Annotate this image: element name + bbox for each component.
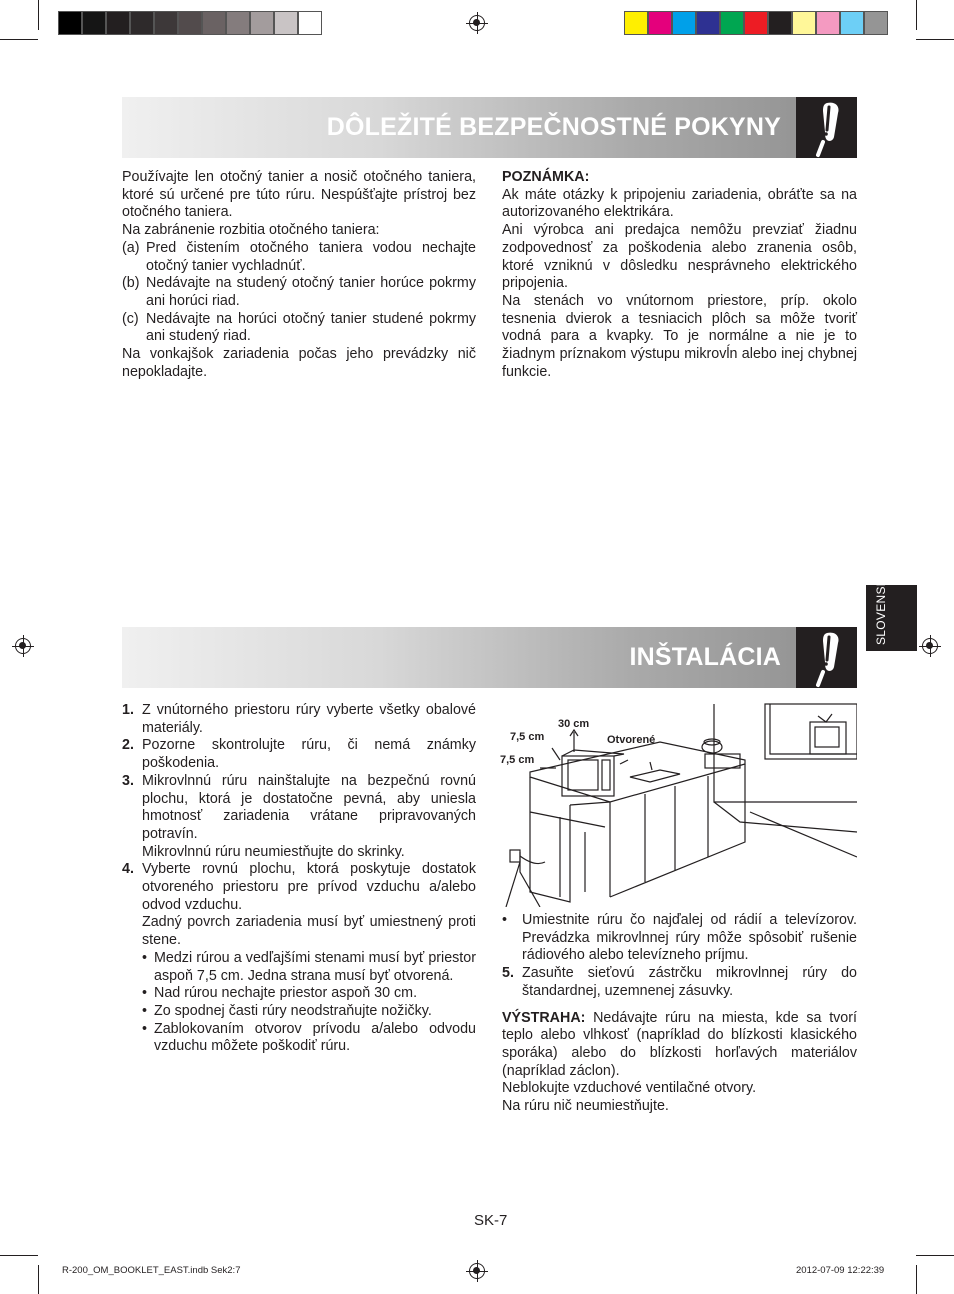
color-swatch	[58, 11, 82, 35]
paragraph: Na vonkajšok zariadenia počas jeho prevádzky nič nepokladajte.	[122, 346, 476, 380]
warning-exclamation-icon	[796, 97, 857, 158]
footer-file-info: R-200_OM_BOOKLET_EAST.indb Sek2:7	[62, 1265, 241, 1276]
color-swatch	[720, 11, 744, 35]
crop-mark	[0, 39, 38, 40]
paragraph: Používajte len otočný tanier a nosič otočného taniera, ktoré sú určené pre túto rúru. Nespúšťajte prístroj bez otočného taniera.	[122, 169, 476, 221]
bullet-item: • Nad rúrou nechajte priestor aspoň 30 cm.	[142, 985, 418, 1002]
color-swatch	[864, 11, 888, 35]
crop-mark	[916, 1255, 954, 1256]
process-color-bar	[624, 11, 888, 35]
color-swatch	[82, 11, 106, 35]
installation-right-column	[502, 912, 857, 1116]
color-swatch	[648, 11, 672, 35]
numbered-step: 5. Zasuňte sieťovú zástrčku mikrovlnnej rúry do štandardnej, uzemnenej zásuvky.	[502, 965, 857, 999]
list-item: (a) Pred čistením otočného taniera vodou nechajte otočný tanier vychladnúť.	[122, 239, 476, 274]
footer-timestamp: 2012-07-09 12:22:39	[796, 1265, 885, 1276]
numbered-step: 1. Z vnútorného priestoru rúry vyberte všetky obalové materiály.	[122, 702, 476, 736]
crop-mark	[38, 0, 39, 30]
language-side-tab: SLOVENSKY	[866, 585, 917, 651]
numbered-step: 4. Vyberte rovnú plochu, ktorá poskytuje dostatok otvoreného priestoru pre prívod vzduchu a/alebo odvod vzduchu. Zadný povrch zariadenia musí byť umiestnený proti stene. • Medzi rúrou a vedľajšími stenami musí byť priestor aspoň 7,5 cm. Jedna strana musí byť otvorená. • Nad rúrou nechajte priestor aspoň 30 cm. • Zo spodnej časti rúry neodstraňujte nožičky. • Zablokovaním otvorov prívodu a/alebo odvodu vzduchu môžete poškodiť rúru.	[122, 861, 476, 1055]
paragraph: Ani výrobca ani predajca nemôžu prevziať žiadnu zodpovednosť za poškodenia alebo zranenia osôb, ktoré vzniknú v dôsledku nesprávneho elektrického pripojenia.	[502, 222, 857, 292]
numbered-step: 3. Mikrovlnnú rúru nainštalujte na bezpečnú rovnú plochu, ktorá je dostatočne pevná, aby uniesla hmotnosť zariadenia vrátane pripravovaných potravín. Mikrovlnnú rúru neumiestňujte do skrinky.	[122, 772, 476, 860]
bullet-item: • Medzi rúrou a vedľajšími stenami musí byť priestor aspoň 7,5 cm. Jedna strana musí byť otvorená.	[142, 949, 476, 984]
color-swatch	[226, 11, 250, 35]
section-title: DÔLEŽITÉ BEZPEČNOSTNÉ POKYNY	[326, 113, 781, 141]
color-swatch	[178, 11, 202, 35]
paragraph: Ak máte otázky k pripojeniu zariadenia, obráťte sa na autorizovaného elektrikára.	[502, 186, 857, 221]
crop-mark	[916, 1265, 917, 1294]
color-swatch	[250, 11, 274, 35]
numbered-step: 2. Pozorne skontrolujte rúru, či nemá známky poškodenia.	[122, 737, 476, 772]
crop-mark	[916, 0, 917, 30]
color-swatch	[696, 11, 720, 35]
safety-left-column	[122, 169, 476, 381]
figure-label-side: 7,5 cm	[510, 731, 545, 743]
color-swatch	[624, 11, 648, 35]
color-swatch	[130, 11, 154, 35]
bullet-item: • Umiestnite rúru čo najďalej od rádií a televízorov. Prevádzka mikrovlnnej rúry môže spôsobiť rušenie rádiového alebo televízneho príjmu.	[502, 912, 857, 964]
registration-mark-icon	[15, 638, 31, 654]
color-swatch	[792, 11, 816, 35]
color-swatch	[202, 11, 226, 35]
bullet-item: • Zo spodnej časti rúry neodstraňujte nožičky.	[142, 1002, 432, 1019]
color-swatch	[154, 11, 178, 35]
safety-right-column	[502, 169, 857, 381]
crop-mark	[916, 39, 954, 40]
color-swatch	[816, 11, 840, 35]
list-item: (c) Nedávajte na horúci otočný tanier studené pokrmy ani studený riad.	[122, 310, 476, 345]
note-heading: POZNÁMKA:	[502, 169, 590, 185]
color-swatch	[298, 11, 322, 35]
color-swatch	[744, 11, 768, 35]
warning-paragraph: VÝSTRAHA: Nedávajte rúru na miesta, kde sa tvorí teplo alebo vlhkosť (napríklad do blízkosti klasického sporáka) alebo do blízkosti horľavých materiálov (napríklad záclon).	[502, 1009, 857, 1079]
section-header-installation	[122, 627, 857, 688]
page-number: SK-7	[474, 1212, 508, 1229]
registration-mark-icon	[469, 1263, 485, 1279]
grayscale-color-bar	[58, 11, 322, 35]
registration-mark-icon	[922, 638, 938, 654]
paragraph: Neblokujte vzduchové ventilačné otvory.	[502, 1080, 757, 1097]
paragraph: Na stenách vo vnútornom priestore, príp. okolo tesnenia dvierok a tesniacich plôch sa môže tvoriť vodná para a kvapky. To je normálne a nie je to žiadnym príznakom výstupu mikrovĺn alebo inej chybnej funkcie.	[502, 292, 857, 380]
installation-illustration	[500, 702, 857, 907]
color-swatch	[274, 11, 298, 35]
bullet-item: • Zablokovaním otvorov prívodu a/alebo odvodu vzduchu môžete poškodiť rúru.	[142, 1020, 476, 1055]
crop-mark	[0, 1255, 38, 1256]
section-header-safety	[122, 97, 857, 158]
registration-mark-icon	[469, 15, 485, 31]
paragraph: Na rúru nič neumiestňujte.	[502, 1098, 669, 1115]
figure-label-open: Otvorené	[607, 734, 656, 746]
figure-label-top: 30 cm	[558, 718, 590, 730]
warning-label: VÝSTRAHA:	[502, 1009, 586, 1026]
color-swatch	[672, 11, 696, 35]
color-swatch	[840, 11, 864, 35]
paragraph: Na zabránenie rozbitia otočného taniera:	[122, 222, 380, 239]
figure-label-side: 7,5 cm	[500, 754, 535, 766]
color-swatch	[106, 11, 130, 35]
crop-mark	[38, 1265, 39, 1294]
installation-left-column	[122, 702, 476, 1056]
list-item: (b) Nedávajte na studený otočný tanier horúce pokrmy ani horúci riad.	[122, 275, 476, 309]
section-title: INŠTALÁCIA	[629, 643, 781, 671]
warning-exclamation-icon	[796, 627, 857, 688]
color-swatch	[768, 11, 792, 35]
